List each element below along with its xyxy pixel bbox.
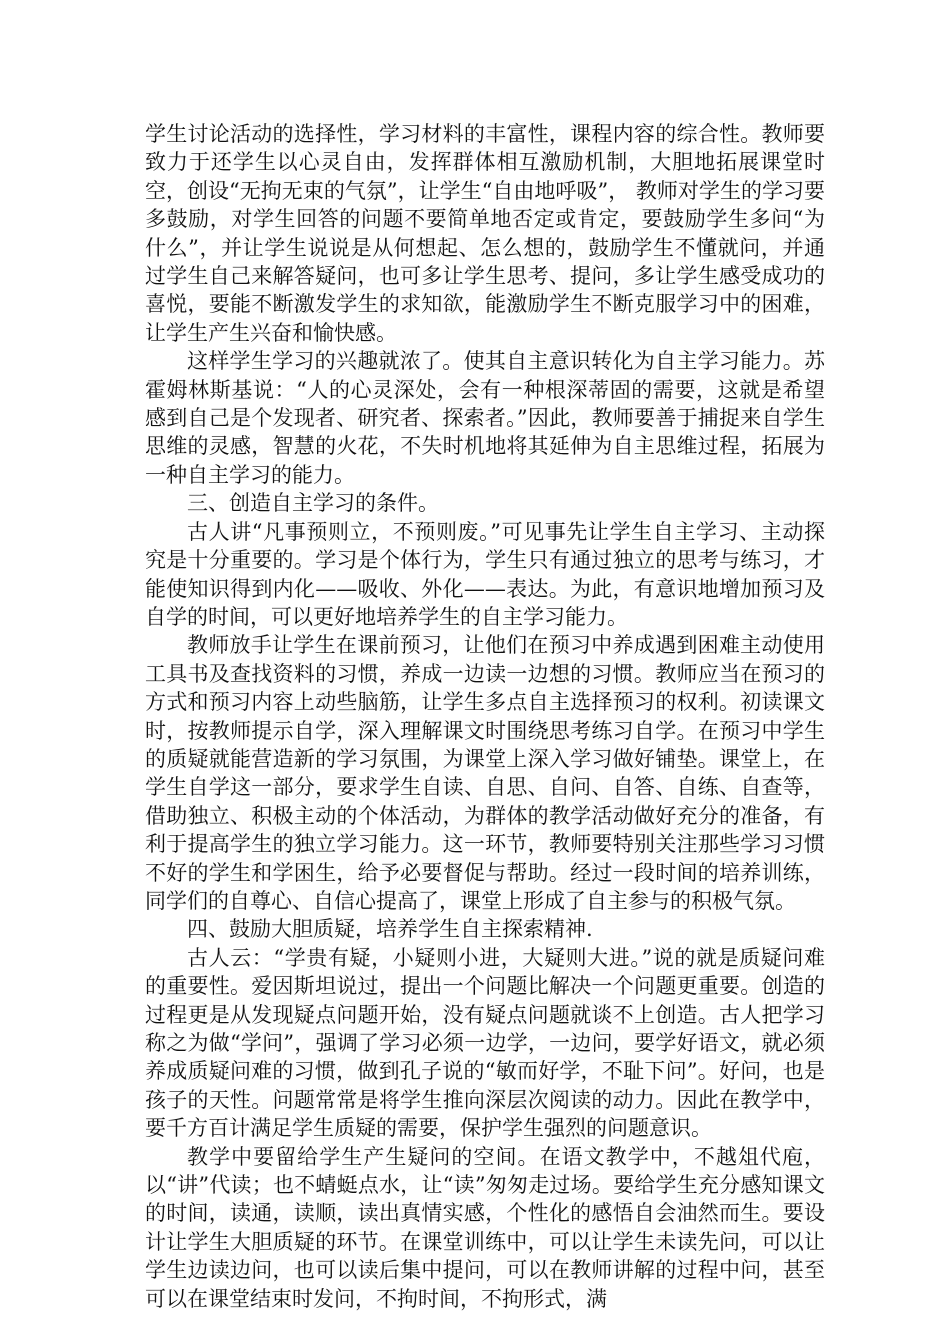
paragraph-continuation: 学生讨论活动的选择性，学习材料的丰富性，课程内容的综合性。教师要致力于还学生以心灵自由，发挥群体相互激励机制，大胆地拓展课堂时空，创设“无拘无束的气氛”，让学生“自由地呼吸”， 教师对学生的学习要多鼓励，对学生回答的问题不要简单地否定或肯定，要鼓励学生多问“为什么”，并让学生说说是从何想起、怎么想的，鼓励学生不懂就问，并通过学生自己来解答疑问，也可多让学生思考、提问，多让学生感受成功的喜悦，要能不断激发学生的求知欲，能激励学生不断克服学习中的困难，让学生产生兴奋和愉快感。 xyxy=(145,122,825,345)
paragraph-questioning: 古人云：“学贵有疑，小疑则小进，大疑则大进。”说的就是质疑问难的重要性。爱因斯坦说过，提出一个问题比解决一个问题更重要。创造的过程更是从发现疑点问题开始，没有疑点问题就谈不上创造。古人把学习称之为做“学问”，强调了学习必须一边学，一边问，要学好语文，就必须养成质疑问难的习惯，做到孔子说的“敏而好学，不耻下问”。好问，也是孩子的天性。问题常常是将学生推向深层次阅读的动力。因此在教学中，要千方百计满足学生质疑的需要，保护学生强烈的问题意识。 xyxy=(145,945,825,1141)
paragraph-self-study: 教师放手让学生在课前预习，让他们在预习中养成遇到困难主动使用工具书及查找资料的习惯，养成一边读一边想的习惯。教师应当在预习的方式和预习内容上动些脑筋，让学生多点自主选择预习的权利。初读课文时，按教师提示自学，深入理解课文时围绕思考练习自学。在预习中学生的质疑就能营造新的学习氛围，为课堂上深入学习做好铺垫。课堂上，在学生自学这一部分，要求学生自读、自思、自问、自答、自练、自查等，借助独立、积极主动的个体活动，为群体的教学活动做好充分的准备，有利于提高学生的独立学习能力。这一环节，教师要特别关注那些学习习惯不好的学生和学困生，给予必要督促与帮助。经过一段时间的培养训练，同学们的自尊心、自信心提高了，课堂上形成了自主参与的积极气氛。 xyxy=(145,633,825,913)
document-page xyxy=(145,120,825,1313)
section-heading-4: 四、鼓励大胆质疑，培养学生自主探索精神. xyxy=(187,917,593,942)
paragraph-interest: 这样学生学习的兴趣就浓了。使其自主意识转化为自主学习能力。苏霍姆林斯基说：“人的心灵深处，会有一种根深蒂固的需要，这就是希望感到自己是个发现者、研究者、探索者。”因此，教师要善于捕捉来自学生思维的灵感，智慧的火花，不失时机地将其延伸为自主思维过程，拓展为一种自主学习的能力。 xyxy=(145,349,825,487)
section-heading-3: 三、创造自主学习的条件。 xyxy=(187,491,439,516)
paragraph-question-space: 教学中要留给学生产生疑问的空间。在语文教学中，不越俎代庖，以“讲”代读；也不蜻蜓点水，让“读”匆匆走过场。要给学生充分感知课文的时间，读通，读顺，读出真情实感，个性化的感悟自会油然而生。要设计让学生大胆质疑的环节。在课堂训练中，可以让学生未读先问，可以让学生边读边问，也可以读后集中提问，可以在教师讲解的过程中问，甚至可以在课堂结束时发问，不拘时间，不拘形式，满 xyxy=(145,1144,825,1311)
paragraph-preview: 古人讲“凡事预则立，不预则废。”可见事先让学生自主学习、主动探究是十分重要的。学习是个体行为，学生只有通过独立的思考与练习，才能使知识得到内化——吸收、外化——表达。为此，有意识地增加预习及自学的时间，可以更好地培养学生的自主学习能力。 xyxy=(145,519,825,629)
